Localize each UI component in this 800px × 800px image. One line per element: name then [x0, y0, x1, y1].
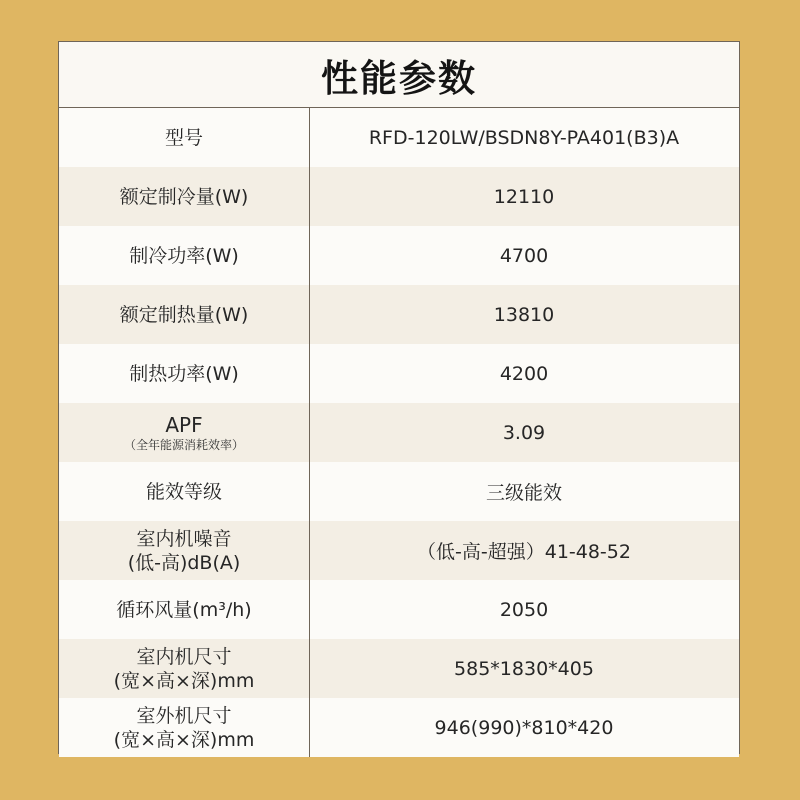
spec-card [58, 41, 740, 754]
row-label-text: 室外机尺寸 [136, 704, 232, 727]
row-value: 3.09 [502, 421, 546, 444]
row-label-text-line2: (宽×高×深)mm [113, 669, 255, 692]
table-row-cooling-power [59, 226, 739, 285]
row-label [59, 403, 309, 462]
row-label [59, 285, 309, 344]
table-row-energy-grade [59, 462, 739, 521]
row-label [59, 698, 309, 757]
table-row-indoor-size [59, 639, 739, 698]
row-label-text-line2: (宽×高×深)mm [113, 728, 255, 751]
spec-table [59, 108, 739, 757]
table-row-cooling-capacity [59, 167, 739, 226]
row-label [59, 521, 309, 580]
row-label-text: 循环风量(m³/h) [116, 598, 252, 621]
row-label-text: 额定制热量(W) [119, 303, 249, 326]
page-title: 性能参数 [59, 42, 739, 108]
table-row-model [59, 108, 739, 167]
row-label [59, 226, 309, 285]
row-value: 4200 [499, 362, 549, 385]
row-label [59, 639, 309, 698]
table-row-heating-power [59, 344, 739, 403]
table-row-heating-capacity [59, 285, 739, 344]
row-value: 946(990)*810*420 [434, 716, 614, 739]
row-value: 12110 [493, 185, 555, 208]
table-row-outdoor-size [59, 698, 739, 757]
row-label-text: 制冷功率(W) [129, 244, 239, 267]
row-label-text: 额定制冷量(W) [119, 185, 249, 208]
row-label [59, 344, 309, 403]
row-value: （低-高-超强）41-48-52 [417, 541, 631, 563]
row-label [59, 108, 309, 167]
row-value: 4700 [499, 244, 549, 267]
row-label [59, 462, 309, 521]
column-divider [309, 108, 310, 757]
row-value: RFD-120LW/BSDN8Y-PA401(B3)A [368, 126, 680, 149]
row-label-text: APF [165, 412, 203, 437]
row-label-text-line2: (低-高)dB(A) [127, 551, 241, 574]
table-row-apf [59, 403, 739, 462]
table-row-airflow [59, 580, 739, 639]
row-value: 2050 [499, 598, 549, 621]
row-value: 三级能效 [485, 482, 562, 504]
row-label [59, 580, 309, 639]
row-value: 13810 [493, 303, 555, 326]
row-value: 585*1830*405 [454, 657, 594, 680]
row-sublabel-text: （全年能源消耗效率） [123, 437, 244, 452]
row-label-text: 制热功率(W) [129, 362, 239, 385]
row-label-text: 室内机尺寸 [136, 645, 232, 668]
row-label-text: 室内机噪音 [136, 527, 232, 550]
row-label-text: 型号 [164, 126, 203, 149]
row-label [59, 167, 309, 226]
table-row-indoor-noise [59, 521, 739, 580]
row-label-text: 能效等级 [145, 480, 222, 503]
